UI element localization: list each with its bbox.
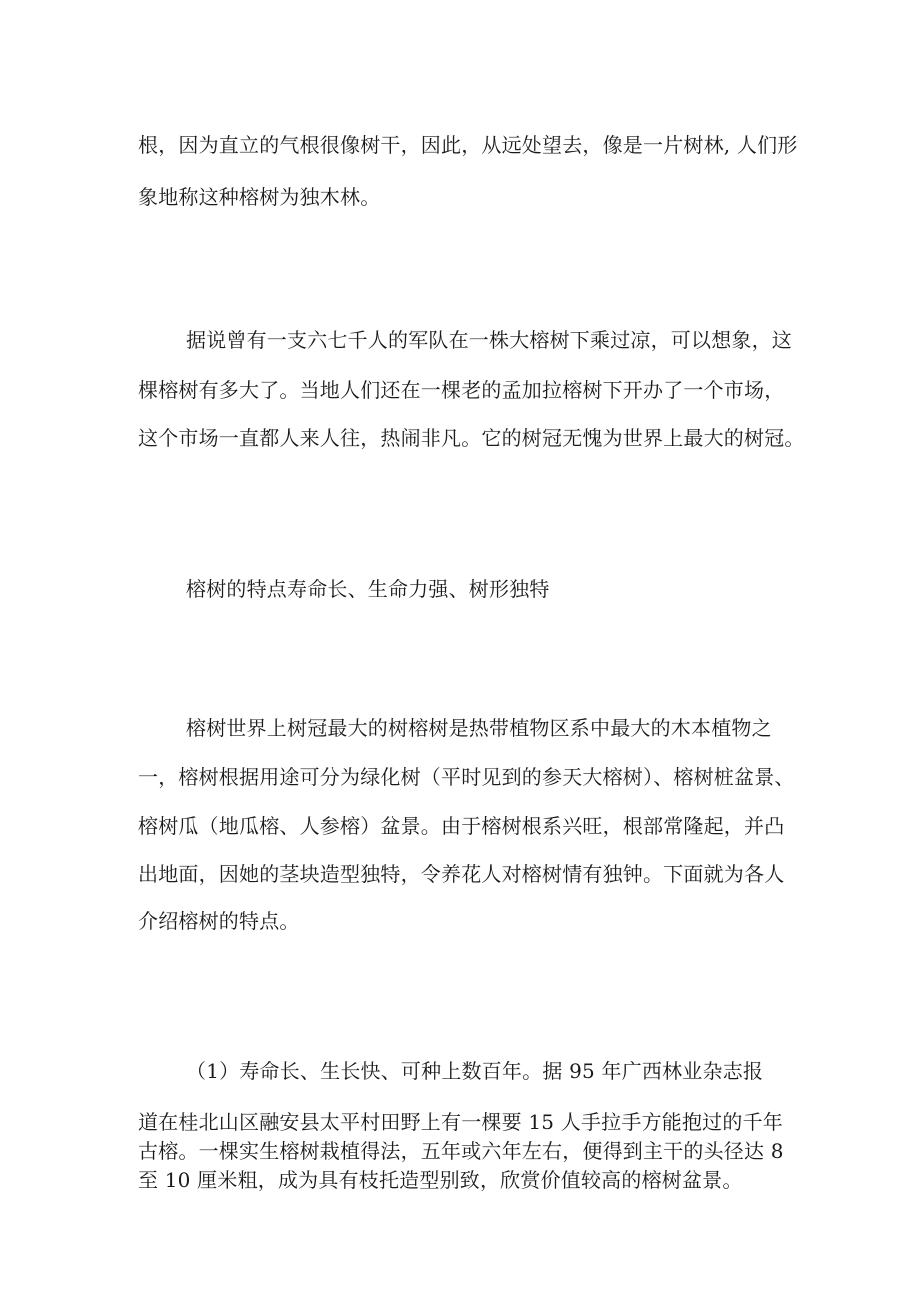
paragraph-line: 道在桂北山区融安县太平村田野上有一棵要 15 人手拉手方能抱过的千年 (138, 1110, 783, 1134)
paragraph-line: 根，因为直立的气根很像树干，因此，从远处望去，像是一片树林, 人们形 (138, 133, 798, 157)
paragraph-line: 出地面，因她的茎块造型独特，令养花人对榕树情有独钟。下面就为各人 (138, 862, 785, 886)
paragraph-line: 象地称这种榕树为独木林。 (138, 185, 381, 209)
section-heading: 榕树的特点寿命长、生命力强、树形独特 (186, 577, 550, 601)
paragraph-line: 这个市场一直都人来人往，热闹非凡。它的树冠无愧为世界上最大的树冠。 (138, 426, 805, 450)
paragraph-line: 古榕。一棵实生榕树栽植得法，五年或六年左右，便得到主干的头径达 8 (138, 1139, 784, 1163)
paragraph-line: （1）寿命长、生长快、可种上数百年。据 95 年广西林业杂志报 (186, 1059, 764, 1083)
paragraph-line: 介绍榕树的特点。 (138, 909, 300, 933)
paragraph-line: 据说曾有一支六七千人的军队在一株大榕树下乘过凉，可以想象，这 (186, 328, 792, 352)
paragraph-line: 一，榕树根据用途可分为绿化树（平时见到的参天大榕树）、榕树桩盆景、 (138, 765, 795, 789)
paragraph-line: 榕树瓜（地瓜榕、人参榕）盆景。由于榕树根系兴旺，根部常隆起，并凸 (138, 814, 785, 838)
paragraph-line: 榕树世界上树冠最大的树榕树是热带植物区系中最大的木本植物之 (186, 716, 772, 740)
paragraph-line: 棵榕树有多大了。当地人们还在一棵老的孟加拉榕树下开办了一个市场， (138, 378, 785, 402)
paragraph-line: 至 10 厘米粗，成为具有枝托造型别致，欣赏价值较高的榕树盆景。 (138, 1168, 743, 1192)
